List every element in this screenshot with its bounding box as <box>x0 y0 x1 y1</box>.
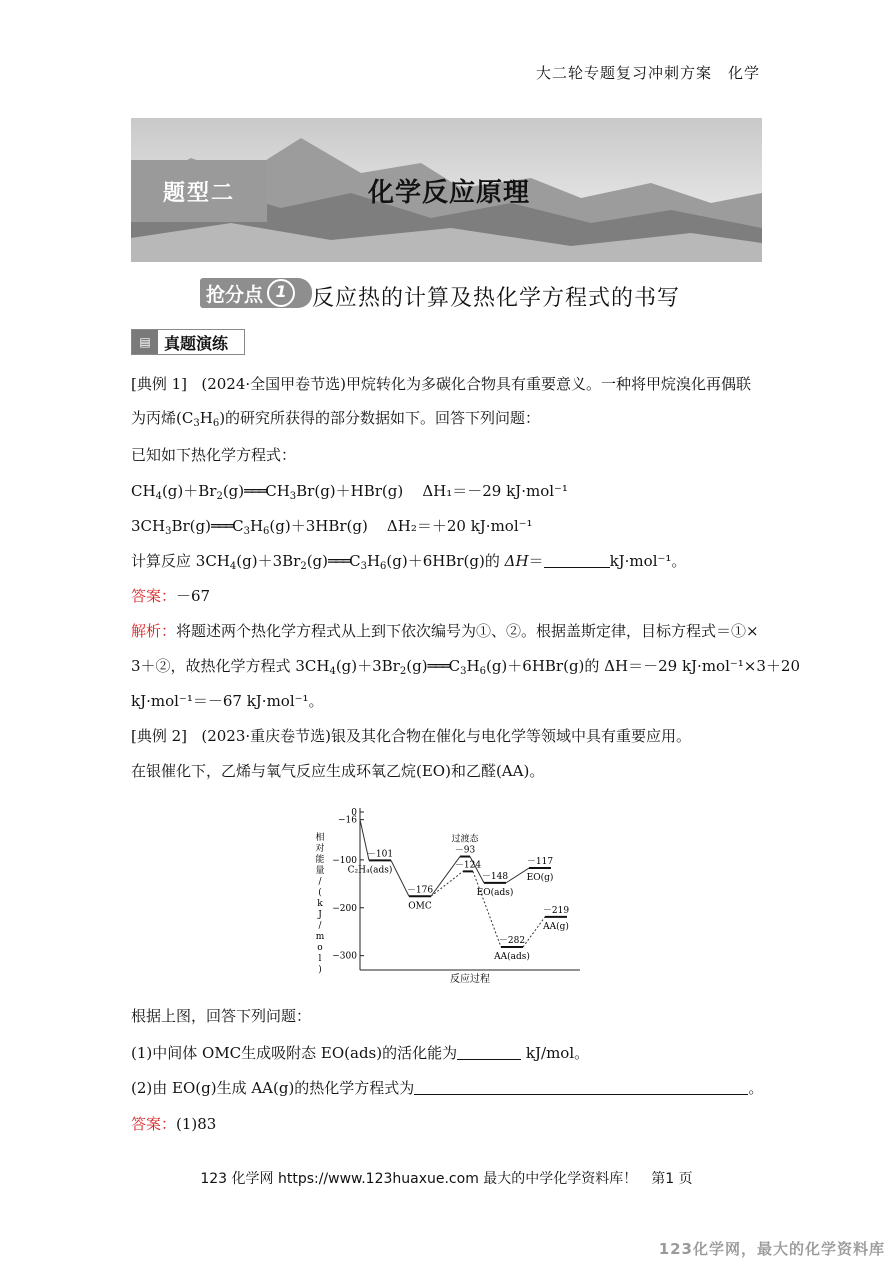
ex1-intro2b: 的研究所获得的部分数据如下。回答下列问题： <box>225 409 541 427</box>
ex1-question: 计算反应 $3CH_4(g)+3Br_2(g)═══C_3H_6(g)+6HBr(g)$的 ΔH＝ kJ·mol⁻¹。 <box>131 552 687 572</box>
ex2-question-2 <box>131 1077 763 1098</box>
section-title: 反应热的计算及热化学方程式的书写 <box>312 286 681 311</box>
question-type-label: 题型二 <box>131 160 267 222</box>
ex1-explanation-2: 3＋②，故热化学方程式 $3CH_4(g)+3Br_2(g)═══C_3H_6(g)+6HBr(g)$的 ΔH＝－29 kJ·mol⁻¹×3＋20 <box>131 657 800 677</box>
ex1-known: 已知如下热化学方程式： <box>131 446 297 464</box>
ex2-source: (2023·重庆卷节选) <box>201 727 331 745</box>
value-label: －282 <box>498 936 526 947</box>
ex2-answer-label: 答案： <box>131 1115 177 1133</box>
y-axis-label-char: ) <box>318 965 322 975</box>
ex1-intro1: 甲烷转化为多碳化合物具有重要意义。一种将甲烷溴化再偶联 <box>346 375 752 393</box>
y-tick-label: −300 <box>332 951 357 962</box>
y-axis-label-char: 相 <box>315 833 325 843</box>
value-label: －219 <box>542 905 570 916</box>
energy-path-dashed <box>523 917 545 947</box>
point-badge <box>200 278 312 308</box>
ex2-q2-post: 。 <box>748 1079 764 1097</box>
ex2-tag: [典例 2] <box>131 727 188 745</box>
value-label: －93 <box>454 845 476 856</box>
subsection-text: 真题演练 <box>164 333 229 353</box>
ex2-q1-pre: (1)中间体 OMC生成吸附态 EO(ads)的活化能为 <box>131 1044 458 1062</box>
ex1-answer-label: 答案： <box>131 587 177 605</box>
species-label: EO(ads) <box>476 887 514 898</box>
y-axis-label-char: 对 <box>315 844 325 854</box>
ex1-exp1: 将题述两个热化学方程式从上到下依次编号为①、②。根据盖斯定律，目标方程式＝①× <box>176 622 759 640</box>
ex1-answer-value: －67 <box>176 587 211 605</box>
ex2-after-chart: 根据上图，回答下列问题： <box>131 1007 312 1025</box>
energy-diagram-svg <box>300 800 590 985</box>
y-tick-label: 0 <box>351 808 357 818</box>
y-axis-label-char: o <box>317 943 323 953</box>
species-label: AA(g) <box>543 921 569 932</box>
ex2-q1-post: kJ/mol。 <box>525 1044 590 1062</box>
ex2-q2-blank[interactable] <box>414 1094 748 1095</box>
ex1-eq1-dh: ΔH₁＝－29 kJ·mol⁻¹ <box>422 482 568 500</box>
page-footer: 123 化学网 https://www.123huaxue.com 最大的中学化学资料库！ 第1 页 <box>200 1171 693 1187</box>
running-header: 大二轮专题复习冲刺方案 化学 <box>535 64 760 82</box>
ex1-answer <box>131 585 210 606</box>
watermark: 123化学网，最大的化学资料库 <box>658 1240 885 1258</box>
value-label: －124 <box>454 860 482 871</box>
value-label: －148 <box>481 871 509 882</box>
ex1-line2: 为丙烯$(C_3H_6)$的研究所获得的部分数据如下。回答下列问题： <box>131 409 541 429</box>
point-badge-number: 1 <box>267 279 295 307</box>
ex2-q1-blank[interactable] <box>457 1059 521 1060</box>
ex1-equation-2: $3CH_3Br(g)═══C_3H_6(g)+3HBr(g)$ ΔH₂＝＋20 kJ·mol⁻¹ <box>131 517 533 537</box>
ex1-tag: [典例 1] <box>131 375 188 393</box>
ex2-intro2: 在银催化下，乙烯与氧气反应生成环氧乙烷(EO)和乙醛(AA)。 <box>131 762 545 780</box>
subsection-label <box>131 329 245 355</box>
point-badge-text: 抢分点 <box>206 283 264 306</box>
ex2-answer <box>131 1113 216 1134</box>
ex1-eq2-dh: ΔH₂＝＋20 kJ·mol⁻¹ <box>386 517 533 535</box>
y-axis-label-char: ( <box>318 888 322 898</box>
y-axis-label-char: m <box>315 932 325 942</box>
y-axis-label-char: 量 <box>315 866 325 876</box>
y-tick-label: −16 <box>338 815 357 826</box>
ex1-intro2a: 为丙烯(C <box>131 409 194 427</box>
value-label: －101 <box>366 849 394 860</box>
ex2-answer-value: (1)83 <box>176 1115 217 1133</box>
y-axis-label-char: / <box>318 877 322 887</box>
species-label: OMC <box>408 901 432 912</box>
ex1-q-suffix: kJ·mol⁻¹。 <box>609 552 687 570</box>
ex1-line1 <box>131 373 751 394</box>
ex1-answer-blank[interactable] <box>544 567 610 568</box>
y-axis-label-char: / <box>318 921 322 931</box>
book-icon: ▤ <box>132 330 158 354</box>
ex1-explanation-3: kJ·mol⁻¹＝－67 kJ·mol⁻¹。 <box>131 692 324 710</box>
y-tick-label: −100 <box>332 855 357 866</box>
species-label: C₂H₄(ads) <box>347 865 393 876</box>
species-label: AA(ads) <box>494 952 530 963</box>
ex2-line1 <box>131 725 691 746</box>
transition-state-label: 过渡态 <box>451 834 479 845</box>
ex2-question-1 <box>131 1042 589 1063</box>
energy-diagram <box>300 800 590 989</box>
value-label: －117 <box>526 857 554 868</box>
ex2-q2-pre: (2)由 EO(g)生成 AA(g)的热化学方程式为 <box>131 1079 415 1097</box>
chapter-title: 化学反应原理 <box>368 178 531 208</box>
energy-path <box>506 868 529 883</box>
ex1-exp2-post: 的 ΔH＝－29 kJ·mol⁻¹×3＋20 <box>584 657 800 675</box>
ex1-exp2-pre: 3＋②，故热化学方程式 <box>131 657 296 675</box>
ex1-source: (2024·全国甲卷节选) <box>201 375 346 393</box>
y-axis-label-char: 能 <box>315 855 325 865</box>
y-axis-label-char: l <box>318 954 322 964</box>
ex2-intro1: 银及其化合物在催化与电化学等领域中具有重要应用。 <box>331 727 692 745</box>
value-label: －176 <box>406 885 434 896</box>
y-axis-label-char: k <box>317 899 323 909</box>
ex1-equation-1: $CH_4(g)+Br_2(g)═══CH_3Br(g)+HBr(g)$ ΔH₁＝－29 kJ·mol⁻¹ <box>131 482 568 502</box>
ex1-explanation-1 <box>131 620 759 641</box>
ex1-exp-label: 解析： <box>131 622 177 640</box>
ex1-q-prefix: 计算反应 <box>131 552 196 570</box>
y-tick-label: −200 <box>332 903 357 914</box>
y-axis-label-char: J <box>318 910 322 920</box>
x-axis-label: 反应过程 <box>450 974 490 985</box>
species-label: EO(g) <box>526 873 554 884</box>
